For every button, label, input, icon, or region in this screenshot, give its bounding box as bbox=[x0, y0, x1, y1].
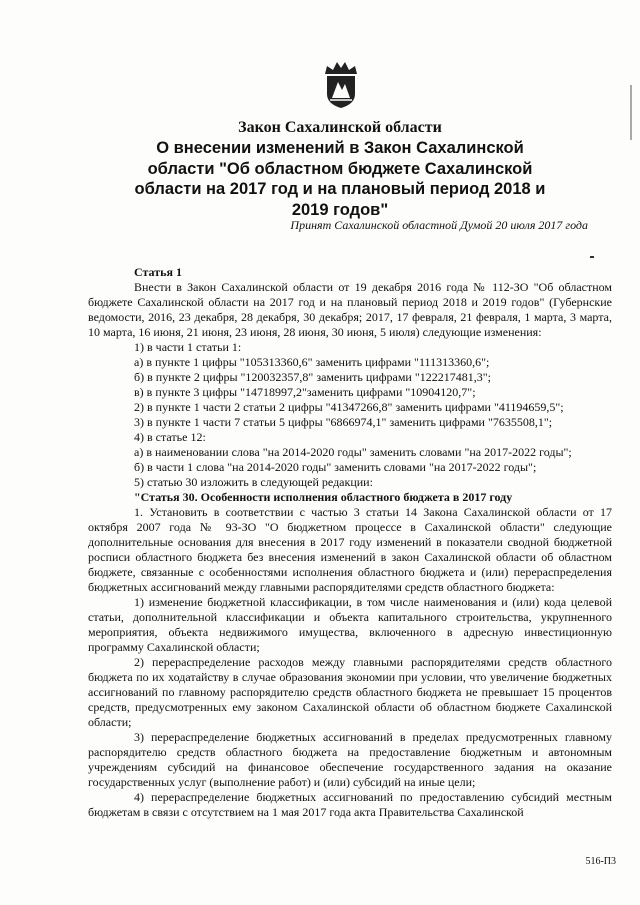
scan-dot bbox=[590, 256, 594, 258]
list-item: а) в наименовании слова "на 2014-2020 годы" заменить словами "на 2017-2022 годы"; bbox=[134, 445, 572, 459]
coat-of-arms-icon bbox=[321, 60, 361, 110]
list-item: б) в пункте 2 цифры "120032357,8" заменить цифрами "122217481,3"; bbox=[134, 370, 491, 384]
list-item: 5) статью 30 изложить в следующей редакции: bbox=[134, 475, 373, 489]
scan-edge-mark bbox=[630, 85, 632, 140]
adoption-note: Принят Сахалинской областной Думой 20 июля 2017 года bbox=[290, 218, 588, 232]
subpoint-1: 1) изменение бюджетной классификации, в том числе наименования и (или) кода целевой статьи, дополнительной классификации и объекта капитального строительства, укрупненного мероприятия, объекта недвижимого имущества, включенного в адресную инвестиционную программу Сахалинской области; bbox=[88, 595, 612, 654]
document-code: 516-П3 bbox=[585, 856, 616, 867]
article-30-heading: "Статья 30. Особенности исполнения областного бюджета в 2017 году bbox=[134, 490, 513, 504]
article-1-heading: Статья 1 bbox=[134, 265, 182, 279]
list-item: а) в пункте 1 цифры "105313360,6" заменить цифрами "111313360,6"; bbox=[134, 355, 490, 369]
subject-line-1: О внесении изменений в Закон Сахалинской bbox=[156, 139, 524, 157]
law-title: Закон Сахалинской области bbox=[238, 119, 442, 136]
list-item: 3) в пункте 1 части 7 статьи 5 цифры "6866974,1" заменить цифрами "7635508,1"; bbox=[134, 415, 553, 429]
article-1-intro: Внести в Закон Сахалинской области от 19 декабря 2016 года № 112-ЗО "Об областном бюджете Сахалинской области на 2017 год и на плановый период 2018 и 2019 годов" (Губернские ведомости, 2016, 23 декабря, 28 декабря, 30 декабря; 2017, 17 февраля, 21 февраля, 1 марта, 3 марта, 10 марта, 16 июня, 21 июня, 23 июня, 28 июня, 30 июня, 5 июля) следующие изменения: bbox=[88, 280, 612, 339]
subpoint-2: 2) перераспределение расходов между главными распорядителями средств областного бюджета по их ходатайству в случае образования экономии при условии, что увеличение бюджетных ассигнований по главному распорядителю средств областного бюджета не превышает 15 процентов средств, предусмотренных ему законом Сахалинской области об областном бюджете Сахалинской области; bbox=[88, 655, 612, 729]
list-item: 2) в пункте 1 части 2 статьи 2 цифры "41347266,8" заменить цифрами "41194659,5"; bbox=[134, 400, 564, 414]
article-30-paragraph-1: 1. Установить в соответствии с частью 3 статьи 14 Закона Сахалинской области от 17 октября 2007 года № 93-ЗО "О бюджетном процессе в Сахалинской области" следующие дополнительные основания для внесения в 2017 году изменений в показатели сводной бюджетной росписи областного бюджета без внесения изменений в закон Сахалинской области об областном бюджете, связанные с особенностями исполнения областного бюджета и (или) перераспределения бюджетных ассигнований между главными распорядителями средств областного бюджета: bbox=[88, 505, 612, 594]
list-item: б) в части 1 слова "на 2014-2020 годы" заменить словами "на 2017-2022 годы"; bbox=[134, 460, 537, 474]
list-item: в) в пункте 3 цифры "14718997,2"заменить цифрами "10904120,7"; bbox=[134, 385, 476, 399]
subject-line-4: 2019 годов" bbox=[291, 200, 389, 219]
list-item: 4) в статье 12: bbox=[134, 430, 206, 444]
subpoint-4: 4) перераспределение бюджетных ассигнований по предоставлению субсидий местным бюджетам в связи с отсутствием на 1 мая 2017 года акта Правительства Сахалинской bbox=[88, 790, 612, 819]
document-title bbox=[90, 118, 590, 220]
subject-line-2: области "Об областном бюджете Сахалинской bbox=[147, 159, 533, 178]
document-body bbox=[88, 265, 612, 820]
list-item: 1) в части 1 статьи 1: bbox=[134, 340, 242, 354]
subject-line-3: области на 2017 год и на плановый период 2018 и bbox=[134, 180, 546, 198]
subpoint-3: 3) перераспределение бюджетных ассигнований в пределах предусмотренных главному распорядителю средств областного бюджета на предоставление бюджетным и автономным учреждениям субсидий на финансовое обеспечение государственного задания на оказание государственных услуг (выполнение работ) и (или) субсидий на иные цели; bbox=[88, 730, 612, 789]
